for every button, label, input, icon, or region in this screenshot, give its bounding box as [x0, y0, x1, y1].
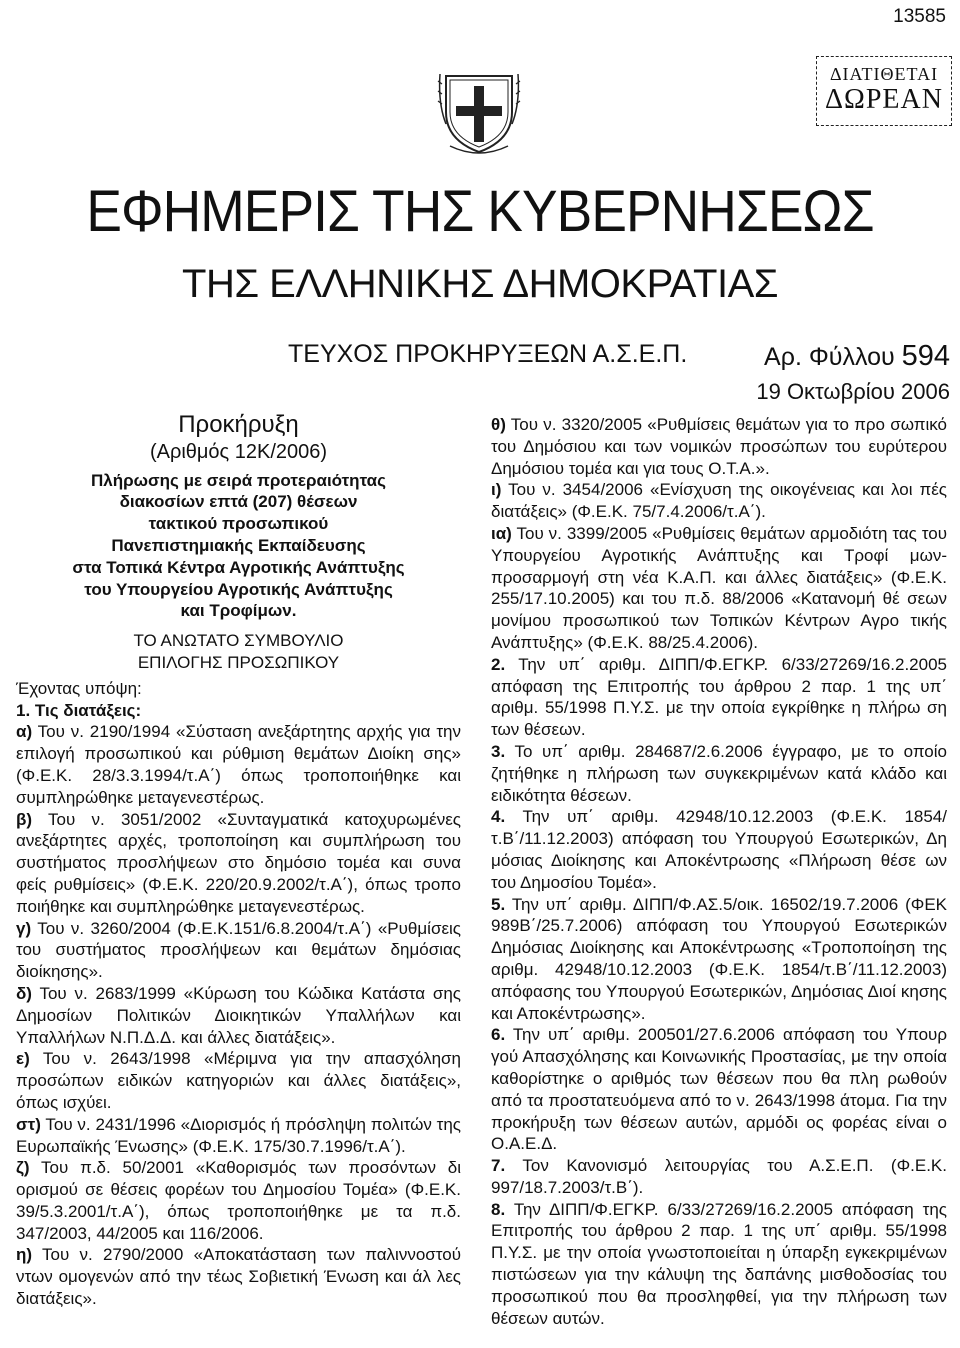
- sheet-value: 594: [901, 340, 950, 372]
- subject-line: και Τροφίμων.: [180, 601, 297, 621]
- subject-line: του Υπουργείου Αγροτικής Ανάπτυξης: [84, 579, 393, 599]
- clause: [491, 741, 947, 806]
- clause-lead: γ): [16, 918, 32, 938]
- clause: [491, 1155, 947, 1199]
- subject-line: Πλήρωσης με σειρά προτεραιότητας: [91, 470, 386, 490]
- gazette-title: ΕΦΗΜΕΡΙΣ ΤΗΣ ΚΥΒΕΡΝΗΣΕΩΣ: [86, 179, 874, 244]
- clause: [491, 654, 947, 741]
- clause-text: Τον Κανονισμό λειτουργίας του Α.Σ.Ε.Π. (Φ.Ε.Κ. 997/18.7.2003/τ.Β΄).: [491, 1156, 947, 1197]
- coat-of-arms-icon: [436, 64, 522, 156]
- clause-text: Του ν. 2190/1994 «Σύσταση ανεξάρτητης αρχής για την επιλογή προσωπικού και ρύθμιση θεμάτων Διοίκη σης» (Φ.Ε.Κ. 28/3.3.1994/τ.Α΄) όπως τροποποιήθηκε και συμπληρώθηκε μεταγενεστέρως.: [16, 722, 461, 807]
- clause: [16, 721, 461, 808]
- clause: [16, 1048, 461, 1113]
- left-column: [16, 411, 461, 1310]
- page-number: 13585: [893, 6, 946, 27]
- right-column: [491, 414, 947, 1329]
- clause-lead: 7.: [491, 1156, 506, 1176]
- proclamation-number: (Αριθμός 12Κ/2006): [149, 440, 328, 463]
- clause-text: Του ν. 3399/2005 «Ρυθμίσεις θεμάτων αρμοδιότη τας του Υπουργείου Αγροτικής Ανάπτυξης και Τροφί μων- προσαρμογή στη νέα Κ.Α.Π. και άλλες διατάξεις» (Φ.Ε.Κ. 255/17.10.2005) και του π.δ. 88/2006 «Κατανομή θέ σεων μονίμου προσωπικού των Τοπικών Κέντρων Αγρο τικής Ανάπτυξης» (Φ.Ε.Κ. 88/25.4.2006).: [491, 523, 947, 652]
- clause-text: Την υπ΄ αριθμ. 200501/27.6.2006 απόφαση του Υπουρ γού Απασχόλησης και Κοινωνικής Προστασίας, με την οποία καθορίστηκε ο αριθμός των θέσεων που θα πλη ρωθούν από τα προστατευόμενα από το ν. 2643/1998 άτομα. Για την προκήρυξη των θέσεων αυτών, αρμόδι ος φορέας είναι ο Ο.Α.Ε.Δ.: [491, 1025, 947, 1154]
- clause: [491, 523, 947, 654]
- clause: [16, 1157, 461, 1244]
- clause: [16, 1244, 461, 1309]
- clause-lead: ε): [16, 1049, 30, 1069]
- clause: [16, 918, 461, 983]
- clause: [16, 983, 461, 1048]
- clause-lead: ζ): [16, 1158, 30, 1178]
- publication-date: 19 Οκτωβρίου 2006: [756, 379, 950, 404]
- clause-lead: θ): [491, 415, 506, 434]
- clause-lead: δ): [16, 983, 32, 1003]
- clause-text: Του ν. 2790/2000 «Αποκατάσταση των παλιννοστού ντων ομογενών από την τέως Σοβιετική Ένωση και άλ λες διατάξεις».: [16, 1245, 461, 1309]
- clause-lead: 5.: [491, 894, 506, 914]
- clause-lead: στ): [16, 1114, 41, 1134]
- clause-lead: β): [16, 809, 33, 829]
- proclamation-title: Προκήρυξη: [178, 411, 299, 438]
- clause-lead: ι): [491, 480, 502, 500]
- clause: [16, 1114, 461, 1158]
- clause-text: Του ν. 3320/2005 «Ρυθμίσεις θεμάτων για το προ σωπικό του Δημόσιου και των νομικών προσώπων του ευρύτερου Δημόσιου τομέα και για τους Ο.Τ.Α.».: [491, 415, 947, 478]
- clause: [491, 479, 947, 523]
- subject-line: διακοσίων επτά (207) θέσεων: [119, 492, 358, 512]
- subject-line: στα Τοπικά Κέντρα Αγροτικής Ανάπτυξης: [72, 557, 405, 577]
- clause-text: Την υπ΄ αριθμ. ΔΙΠΠ/Φ.ΕΓΚΡ. 6/33/27269/16.2.2005 απόφαση της Επιτροπής του άρθρου 2 παρ. 1 της υπ΄ αριθμ. 55/1998 Π.Υ.Σ. με την οποία εγκρίθηκε η πλήρω ση των θέσεων.: [491, 654, 947, 740]
- clause-text: Του ν. 3454/2006 «Ενίσχυση της οικογένειας και λοι πές διατάξεις» (Φ.Ε.Κ. 75/7.4.2006/τ.Α΄).: [491, 480, 947, 522]
- clause: [491, 806, 947, 893]
- clause: [491, 1199, 947, 1330]
- gazette-subtitle: ΤΗΣ ΕΛΛΗΝΙΚΗΣ ΔΗΜΟΚΡΑΤΙΑΣ: [182, 262, 778, 306]
- sheet-label: Αρ. Φύλλου: [764, 343, 895, 371]
- clause-text: Του ν. 2683/1999 «Κύρωση του Κώδικα Κατάστα σης Δημοσίων Πολιτικών Διοικητικών Υπαλλήλων και Υπαλλήλων Ν.Π.Δ.Δ. και άλλες διατάξεις».: [16, 983, 461, 1047]
- free-distribution-box: [816, 56, 952, 126]
- subject-line: Πανεπιστημιακής Εκπαίδευσης: [111, 535, 366, 555]
- subject-line: τακτικού προσωπικού: [148, 514, 329, 534]
- clause-lead: α): [16, 722, 33, 742]
- free-line-2: ΔΩΡΕΑΝ: [825, 84, 943, 115]
- council-line: ΤΟ ΑΝΩΤΑΤΟ ΣΥΜΒΟΥΛΙΟ: [133, 631, 344, 651]
- clause: [491, 414, 947, 479]
- clause-text: Το υπ΄ αριθμ. 284687/2.6.2006 έγγραφο, με το οποίο ζητήθηκε η πλήρωση των συγκεκριμένων κατά κλάδο και ειδικότητα θέσεων.: [491, 741, 947, 805]
- clause-text: Του ν. 2643/1998 «Μέριμνα για την απασχόληση προσώπων ειδικών κατηγοριών και άλλες διατάξεις», όπως ισχύει.: [16, 1049, 461, 1112]
- clause-text: Την υπ΄ αριθμ. 42948/10.12.2003 (Φ.Ε.Κ. 1854/ τ.Β΄/11.12.2003) απόφαση του Υπουργού Εσωτερικών, Δη μόσιας Διοίκησης και Αποκέντρωσης «Πλήρωση θέσε ων του Δημοσίου Τομέα».: [491, 807, 947, 892]
- clause-lead: ια): [491, 523, 512, 543]
- clause-text: Του π.δ. 50/2001 «Καθορισμός των προσόντων δι ορισμού σε θέσεις φορέων του Δημοσίου Τομέα» (Φ.Ε.Κ. 39/5.3.2001/τ.Α΄), όπως τροποποιήθηκε με τα π.δ. 347/2003, 44/2005 και 116/2006.: [16, 1158, 461, 1243]
- having-in-mind: Έχοντας υπόψη:: [16, 678, 142, 698]
- provisions-heading: 1. Τις διατάξεις:: [16, 700, 142, 720]
- clause-text: Την υπ΄ αριθμ. ΔΙΠΠ/Φ.ΑΣ.5/οικ. 16502/19.7.2006 (ΦΕΚ 989Β΄/25.7.2006) απόφαση του Υπουργού Εσωτερικών Δημόσιας Διοίκησης και Αποκέντρωσης «Τροποποίηση της αριθμ. 42948/10.12.2003 (Φ.Ε.Κ. 1854/τ.Β΄/11.12.2003) απόφασης του Υπουργού Εσωτερικών, Δημόσιας Διοί κησης και Αποκέντρωσης».: [491, 894, 947, 1023]
- council-line: ΕΠΙΛΟΓΗΣ ΠΡΟΣΩΠΙΚΟΥ: [137, 652, 340, 672]
- clause-lead: 8.: [491, 1199, 506, 1219]
- clause: [491, 894, 947, 1025]
- clause-text: Του ν. 3260/2004 (Φ.Ε.Κ.151/6.8.2004/τ.Α΄) «Ρυθμίσεις του συστήματος προσλήψεων και θεμάτων δημόσιας διοίκησης».: [16, 918, 461, 982]
- issue-label: ΤΕΥΧΟΣ ΠΡΟΚΗΡΥΞΕΩΝ Α.Σ.Ε.Π.: [288, 340, 688, 368]
- clause: [16, 809, 461, 918]
- clause: [491, 1024, 947, 1155]
- proclamation-subject: [16, 470, 461, 623]
- clause-lead: 3.: [491, 741, 506, 761]
- clause-lead: 4.: [491, 807, 506, 827]
- clause-lead: η): [16, 1245, 33, 1265]
- clause-text: Την ΔΙΠΠ/Φ.ΕΓΚΡ. 6/33/27269/16.2.2005 απόφαση της Επιτροπής του άρθρου 2 παρ. 1 της υπ΄ αριθμ. 55/1998 Π.Υ.Σ. με την οποία γνωστοποιείται η ύπαρξη εγκεκριμένων πιστώσεων για την κάλυψη της δαπάνης μισθοδοσίας του προσωπικού που θα προσληφθεί, για την πλήρωση των θέσεων αυτών.: [491, 1199, 947, 1328]
- clause-text: Του ν. 3051/2002 «Συνταγματικά κατοχυρωμένες ανεξάρτητες αρχές, τροποποίηση και συμπλήρωση του συστήματος προσλήψεων στο δημόσιο τομέα και συνα φείς ρυθμίσεις» (Φ.Ε.Κ. 220/20.9.2002/τ.Α΄), όπως τροπο ποιήθηκε και συμπληρώθηκε μεταγενεστέρως.: [16, 809, 461, 916]
- clause-lead: 2.: [491, 654, 506, 674]
- clause-lead: 6.: [491, 1025, 506, 1045]
- free-line-1: ΔΙΑΤΙΘΕΤΑΙ: [829, 64, 939, 84]
- council-heading: [16, 630, 461, 674]
- clause-text: Του ν. 2431/1996 «Διορισμός ή πρόσληψη πολιτών της Ευρωπαϊκής Ένωσης» (Φ.Ε.Κ. 175/30.7.1996/τ.Α΄).: [16, 1114, 461, 1156]
- sheet-number: [764, 340, 950, 373]
